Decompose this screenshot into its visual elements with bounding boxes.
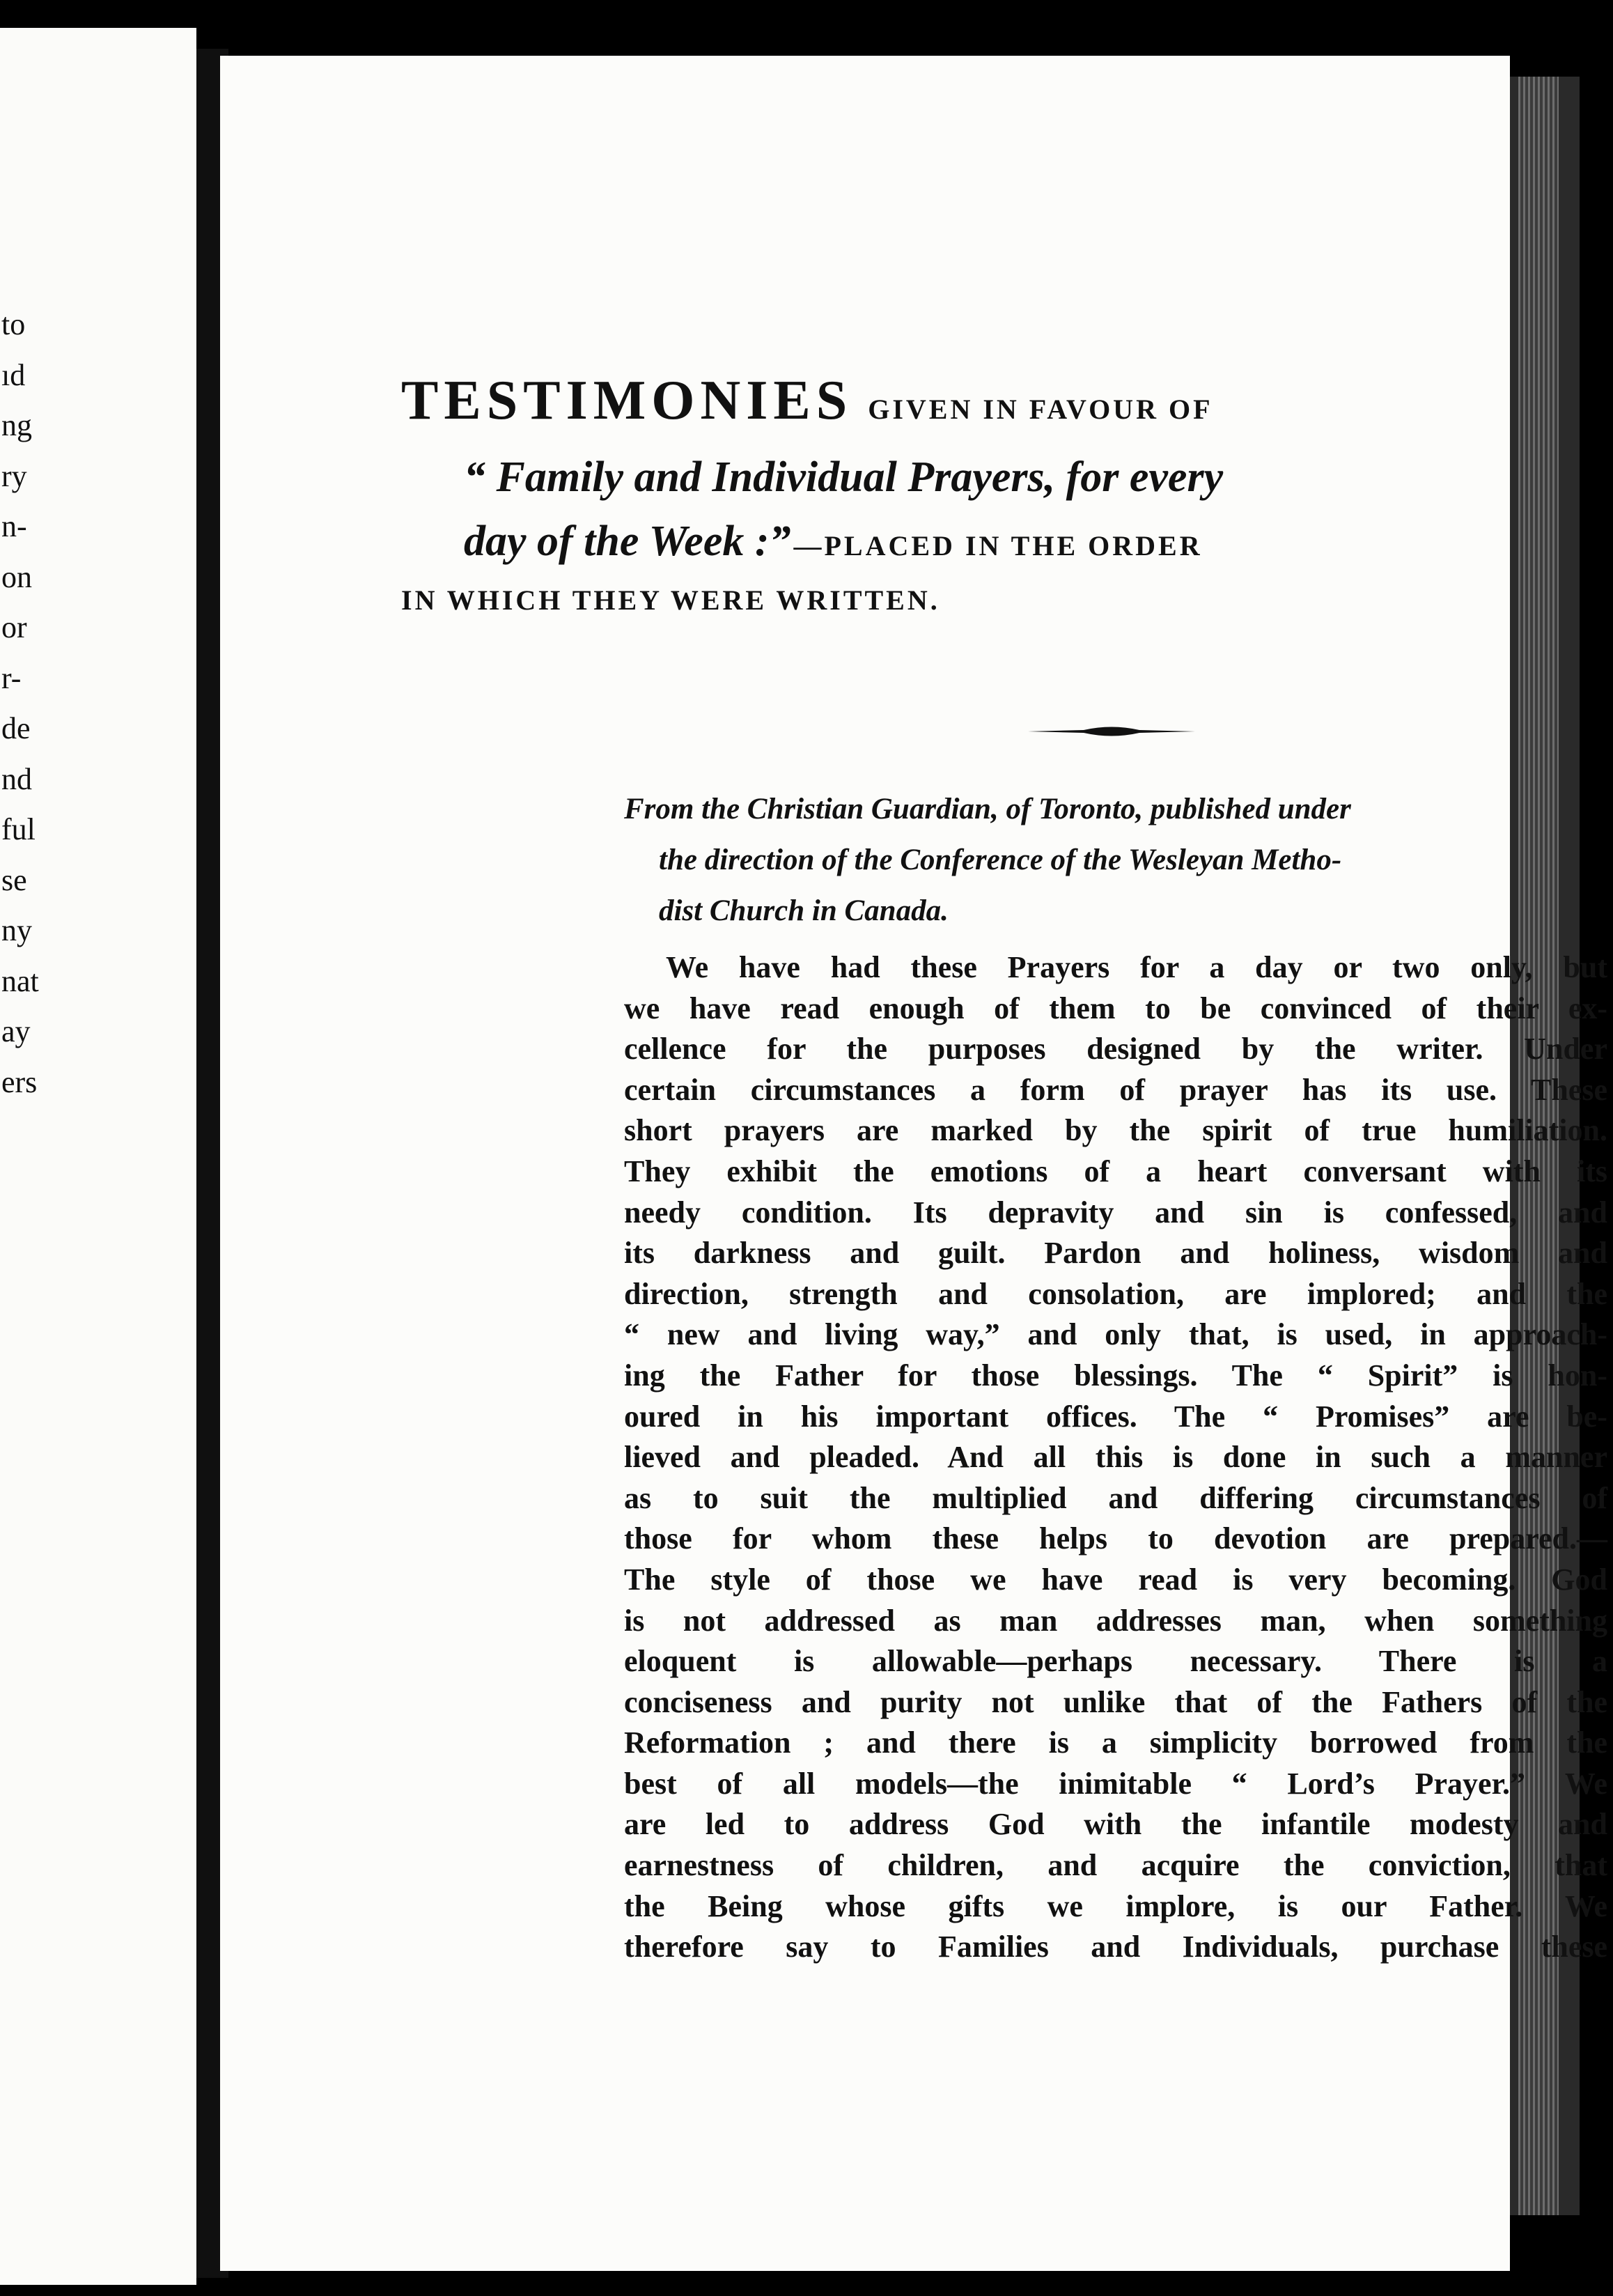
heading-caps: GIVEN IN FAVOUR OF	[868, 394, 1213, 425]
body-line: ing the Father for those blessings. The “ Spirit” is hon-	[624, 1358, 1607, 1393]
left-fragment: ay	[1, 1014, 31, 1048]
body-line: therefore say to Families and Individuals, purchase these	[624, 1930, 1607, 1964]
heading-italic-line-2: day of the Week :”	[464, 518, 791, 565]
body-line: short prayers are marked by the spirit of true humiliation.	[624, 1113, 1607, 1148]
body-line: best of all models—the inimitable “ Lord’s Prayer.” We	[624, 1766, 1607, 1801]
body-line: are led to address God with the infantile modesty and	[624, 1807, 1607, 1842]
body-line: conciseness and purity not unlike that of the Fathers of the	[624, 1684, 1607, 1719]
body-line: Reformation ; and there is a simplicity borrowed from the	[624, 1725, 1607, 1760]
body-text	[624, 947, 1607, 1968]
left-fragment: to	[1, 307, 26, 341]
body-line: certain circumstances a form of prayer has its use. These	[624, 1072, 1607, 1107]
ornament-divider-icon	[1028, 721, 1195, 742]
source-line: dist Church in Canada.	[659, 894, 949, 927]
left-fragment: nd	[1, 761, 32, 796]
body-line: The style of those we have read is very becoming. God	[624, 1562, 1607, 1597]
left-fragment: n-	[1, 509, 27, 543]
body-line: as to suit the multiplied and differing circumstances of	[624, 1480, 1607, 1515]
left-page-fragments	[0, 300, 196, 1108]
source-line: From the Christian Guardian, of Toronto, published under	[624, 793, 1351, 825]
source-line: the direction of the Conference of the Wesleyan Metho-	[659, 844, 1342, 876]
body-line: earnestness of children, and acquire the conviction, that	[624, 1848, 1607, 1883]
left-page	[0, 28, 196, 2285]
heading-caps-2: —PLACED IN THE ORDER	[793, 530, 1203, 561]
body-line: its darkness and guilt. Pardon and holiness, wisdom and	[624, 1236, 1607, 1271]
right-page	[220, 56, 1607, 2271]
left-fragment: de	[1, 711, 31, 745]
source-attribution	[624, 784, 1606, 936]
body-line: direction, strength and consolation, are implored; and the	[624, 1276, 1607, 1311]
heading-caps-3: IN WHICH THEY WERE WRITTEN.	[401, 584, 940, 616]
left-fragment: ful	[1, 812, 36, 846]
body-line: the Being whose gifts we implore, is our Father. We	[624, 1888, 1607, 1923]
left-fragment: on	[1, 559, 32, 594]
body-line: we have read enough of them to be convinced of their ex-	[624, 991, 1607, 1025]
left-fragment: ng	[1, 408, 32, 442]
left-fragment: nat	[1, 963, 39, 998]
body-line: We have had these Prayers for a day or two only, but	[666, 950, 1607, 984]
heading-title-word: TESTIMONIES	[401, 370, 853, 431]
body-line: eloquent is allowable—perhaps necessary. There is a	[624, 1644, 1607, 1679]
heading-italic-line-1: “ Family and Individual Prayers, for every	[464, 453, 1224, 501]
left-fragment: ny	[1, 913, 32, 947]
body-line: lieved and pleaded. And all this is done in such a manner	[624, 1440, 1607, 1475]
body-line: needy condition. Its depravity and sin is confessed, and	[624, 1195, 1607, 1230]
body-line: “ new and living way,” and only that, is used, in approach-	[624, 1317, 1607, 1352]
body-line: cellence for the purposes designed by the writer. Under	[624, 1032, 1607, 1066]
left-fragment: ers	[1, 1064, 38, 1099]
heading	[401, 369, 1599, 639]
left-fragment: r-	[1, 660, 22, 695]
left-fragment: ry	[1, 458, 27, 493]
body-line: They exhibit the emotions of a heart conversant with its	[624, 1154, 1607, 1188]
body-line: those for whom these helps to devotion are prepared.—	[624, 1521, 1607, 1556]
left-fragment: se	[1, 862, 27, 897]
left-fragment: or	[1, 610, 27, 644]
left-fragment: ıd	[1, 357, 26, 392]
body-line: is not addressed as man addresses man, when something	[624, 1603, 1607, 1638]
body-line: oured in his important offices. The “ Promises” are be-	[624, 1399, 1607, 1434]
